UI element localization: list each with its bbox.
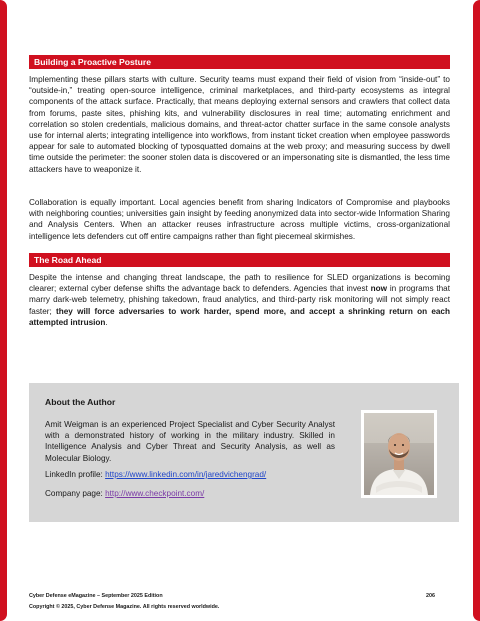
footer-copyright: Copyright © 2025, Cyber Defense Magazine. All rights reserved worldwide. [29,604,220,610]
road-ahead-text-3: . [105,317,108,327]
paragraph-proactive-2: Collaboration is equally important. Local agencies benefit from sharing Indicators of Compromise and playbooks with neighboring counties; universities gain insight by feeding anonymized data into sector-wide Information Sharing and Analysis Centers. When an attacker reuses infrastructure across multiple victims, cross-organizational intelligence lets defenders cut off entire campaigns rather than fight piecemeal skirmishes. [29,198,450,241]
company-label: Company page: [45,489,106,498]
author-bio: Amit Weigman is an experienced Project Specialist and Cyber Security Analyst with a demonstrated history of working in the military industry. Skilled in Intelligence Analysis and Cyber Threat and Security Analysis, as well as Molecular Biology. [45,420,335,463]
linkedin-link[interactable]: https://www.linkedin.com/in/jaredvichengrad/ [105,470,267,479]
road-ahead-text-2: in programs that marry dark-web telemetry, phishing takedown, fraud analytics, and third-party risk monitoring will not simply react faster; [29,284,451,316]
linkedin-label: LinkedIn profile: [45,470,106,479]
author-portrait-image [364,413,434,495]
about-author-box [29,383,459,522]
section-heading-proactive: Building a Proactive Posture [29,55,450,69]
section-heading-road-ahead: The Road Ahead [29,253,450,267]
company-line [45,488,204,499]
left-red-edge [0,0,7,621]
road-ahead-text-1: Despite the intense and changing threat landscape, the path to resilience for SLED organizations is becoming clearer; external cyber defense shifts the advantage back to defenders. Agencies that invest [29,273,450,294]
company-link[interactable]: http://www.checkpoint.com/ [105,489,205,498]
footer-edition: Cyber Defense eMagazine – September 2025 Edition [29,593,163,599]
author-photo [361,410,437,498]
paragraph-road-ahead [29,272,450,328]
road-ahead-bold-conclusion: they will force adversaries to work harder, spend more, and accept a shrinking return on each attempted intrusion [29,306,450,327]
page-number: 206 [426,593,435,599]
right-red-edge [473,0,480,621]
road-ahead-bold-now: now [370,284,388,294]
author-section-title: About the Author [45,397,116,407]
footer-edition-line [29,593,435,599]
paragraph-proactive-1: Implementing these pillars starts with culture. Security teams must expand their field of vision from “inside-out” to “outside-in,” treating open-source intelligence, criminal marketplaces, and third-party ecosystems as integral components of the attack surface. Practically, that means deploying external sensors and crawlers that collect data from forums, paste sites, phishing kits, and vulnerability disclosures in real time; automating enrichment and correlation so stolen credentials, malicious domains, and threat-actor chatter surface in the same console analysts use for internal alerts; integrating intelligence into workflows, from instant ticket creation when employee passwords appear for sale to automated blocking of typosquatted domains at the web proxy; and measuring success by dwell time outside the perimeter: the sooner stolen data is discovered or an impersonating site is dismantled, the less time attackers have to weaponize it. [29,75,450,174]
linkedin-line [45,469,266,480]
